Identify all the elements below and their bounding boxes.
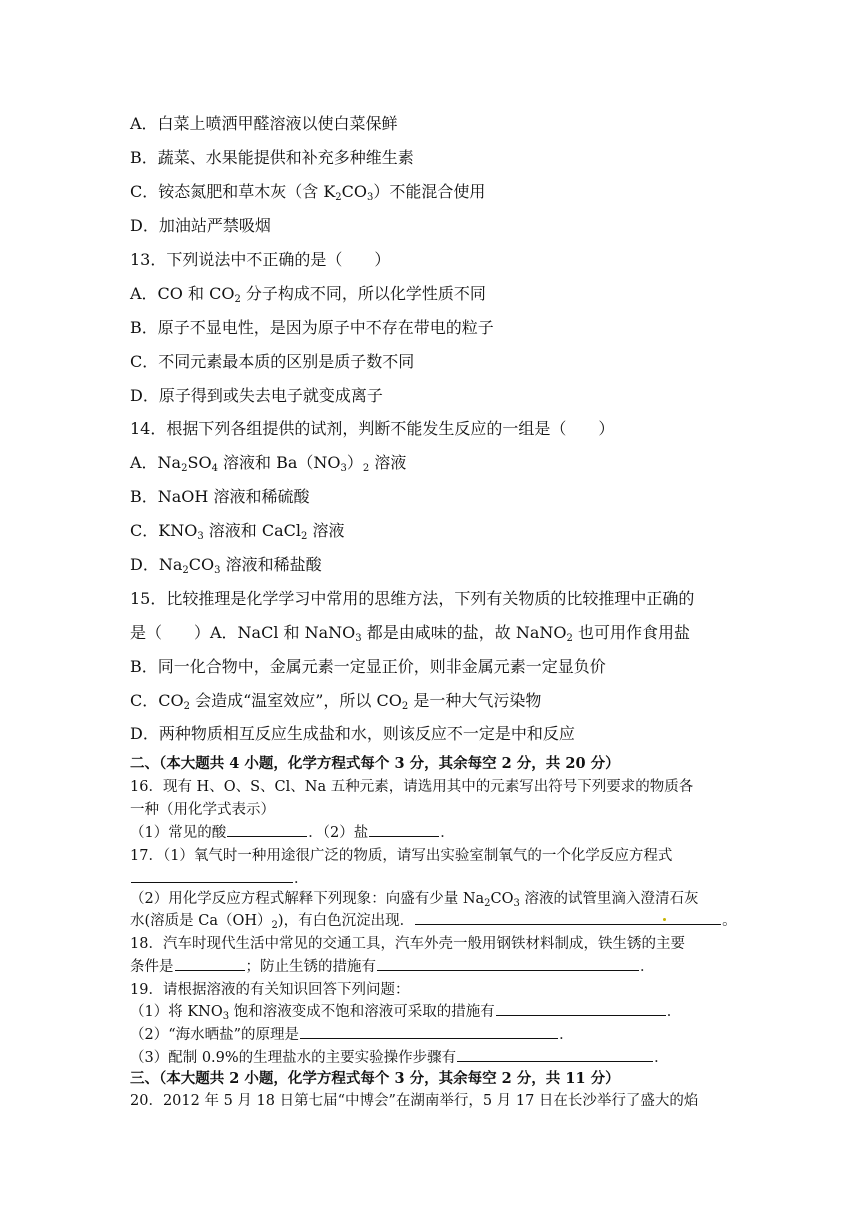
- answer-blank[interactable]: [496, 1001, 666, 1016]
- answer-blank[interactable]: [227, 822, 307, 837]
- q14-option-c: C．$KNO_3$ 溶液和 CaCl$_2$ 溶液: [130, 521, 345, 542]
- q13-option-b: B．原子不显电性，是因为原子中不存在带电的粒子: [130, 318, 494, 337]
- q15-option-d: D．两种物质相互反应生成盐和水，则该反应不一定是中和反应: [130, 724, 575, 743]
- answer-blank[interactable]: [377, 956, 639, 971]
- q17-line2: ．: [130, 867, 309, 888]
- q14-option-b: B．NaOH 溶液和稀硫酸: [130, 487, 310, 506]
- q12-option-c: C．铵态氮肥和草木灰（含 $K_2CO_3$）不能混合使用: [130, 182, 486, 203]
- q19-line2: （1）将 $KNO_3$ 饱和溶液变成不饱和溶液可采取的措施有 ．: [130, 1000, 681, 1021]
- q20-line1: 20．2012 年 5 月 18 日第七届“中博会”在湖南举行，5 月 17 日在长沙举行了盛大的焰: [130, 1093, 699, 1109]
- q19-line3: （2）“海水晒盐”的原理是 ．: [130, 1023, 574, 1044]
- q14-stem: 14．根据下列各组提供的试剂，判断不能发生反应的一组是（ ）: [130, 419, 615, 438]
- q17-line3: （2）用化学反应方程式解释下列现象：向盛有少量 $Na_2CO_3$ 溶液的试管里滴入澄清石灰: [130, 891, 699, 909]
- answer-blank[interactable]: [131, 868, 293, 883]
- answer-blank[interactable]: [300, 1024, 558, 1039]
- q13-option-a: A．CO 和 $CO_2$ 分子构成不同，所以化学性质不同: [130, 284, 486, 305]
- q12-option-a: A．白菜上喷洒甲醛溶液以使白菜保鲜: [130, 114, 398, 133]
- q15-option-c: C．$CO_2$ 会造成“温室效应”，所以 $CO_2$ 是一种大气污染物: [130, 691, 542, 712]
- answer-blank[interactable]: [457, 1047, 653, 1062]
- q16-line3: （1）常见的酸 ．（2）盐 ．: [130, 821, 455, 842]
- section3-header: 三、（本大题共 2 小题，化学方程式每个 3 分，其余每空 2 分，共 11 分）: [130, 1070, 620, 1087]
- q13-option-d: D．原子得到或失去电子就变成离子: [130, 386, 383, 405]
- q15-option-b: B．同一化合物中，金属元素一定显正价，则非金属元素一定显负价: [130, 657, 606, 676]
- q13-stem: 13．下列说法中不正确的是（ ）: [130, 250, 391, 269]
- q15-stem-line1: 15．比较推理是化学学习中常用的思维方法，下列有关物质的比较推理中正确的: [130, 589, 695, 608]
- q13-option-c: C．不同元素最本质的区别是质子数不同: [130, 352, 415, 371]
- answer-blank[interactable]: [369, 822, 439, 837]
- answer-blank[interactable]: [175, 956, 245, 971]
- q16-line1: 16．现有 H、O、S、Cl、Na 五种元素，请选用其中的元素写出符号下列要求的物质各: [130, 779, 694, 795]
- q16-line2: 一种（用化学式表示）: [130, 802, 275, 818]
- q19-line1: 19．请根据溶液的有关知识回答下列问题：: [130, 982, 410, 998]
- yellow-mark: [663, 918, 666, 921]
- q12-option-d: D．加油站严禁吸烟: [130, 216, 271, 235]
- q19-line4: （3）配制 0.9%的生理盐水的主要实验操作步骤有 ．: [130, 1046, 669, 1067]
- q14-option-a: A．$Na_2SO_4$ 溶液和 $Ba(NO_3)_2$ 溶液: [130, 453, 407, 474]
- answer-blank[interactable]: [415, 910, 721, 925]
- q12-option-b: B．蔬菜、水果能提供和补充多种维生素: [130, 148, 414, 167]
- q14-option-d: D．$Na_2CO_3$ 溶液和稀盐酸: [130, 555, 322, 576]
- q17-line4: 水(溶质是 $Ca(OH)_2$)，有白色沉淀出现． 。: [130, 909, 737, 930]
- q17-line1: 17．（1）氧气时一种用途很广泛的物质，请写出实验室制氧气的一个化学反应方程式: [130, 848, 673, 864]
- section2-header: 二、（本大题共 4 小题，化学方程式每个 3 分，其余每空 2 分，共 20 分）: [130, 755, 620, 772]
- q18-line2: 条件是 ；防止生锈的措施有 ．: [130, 955, 655, 976]
- q15-stem-line2: 是（ ）A．NaCl 和 NaNO$_3$ 都是由咸味的盐，故 NaNO$_2$ 也可用作食用盐: [130, 623, 690, 644]
- q18-line1: 18．汽车时现代生活中常见的交通工具，汽车外壳一般用钢铁材料制成，铁生锈的主要: [130, 936, 685, 952]
